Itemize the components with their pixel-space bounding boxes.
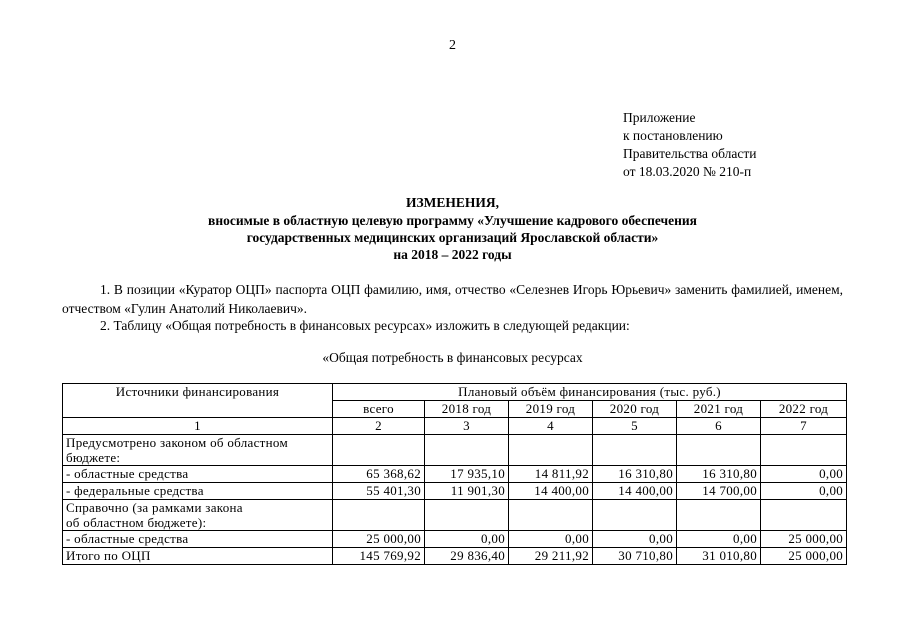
cell-value: 55 401,30 [333,483,425,500]
cell-value: 16 310,80 [593,466,677,483]
header-source: Источники финансирования [63,384,333,418]
cell-value: 14 400,00 [509,483,593,500]
row-label: - областные средства [63,531,333,548]
total-label: Итого по ОЦП [63,548,333,565]
table-row [63,531,847,548]
cell-value: 11 901,30 [425,483,509,500]
row-label: - областные средства [63,466,333,483]
subheader-cell: 2022 год [761,401,847,418]
subheader-cell: 2021 год [677,401,761,418]
header-volume: Плановый объём финансирования (тыс. руб.) [333,384,847,401]
row-label: - федеральные средства [63,483,333,500]
table-row [63,483,847,500]
section-label-line: об областном бюджете): [66,515,207,530]
total-value: 30 710,80 [593,548,677,565]
page-number: 2 [449,38,456,53]
section-label-line: бюджете: [66,450,121,465]
column-number: 6 [677,418,761,435]
subheader-cell: 2020 год [593,401,677,418]
column-number: 1 [63,418,333,435]
column-number: 3 [425,418,509,435]
cell-value: 14 400,00 [593,483,677,500]
heading-line: на 2018 – 2022 годы [393,247,512,262]
appendix-line: от 18.03.2020 № 210-п [623,164,752,179]
cell-value: 0,00 [509,531,593,548]
column-number: 2 [333,418,425,435]
cell-value: 25 000,00 [761,531,847,548]
total-value: 25 000,00 [761,548,847,565]
total-value: 29 211,92 [509,548,593,565]
total-value: 29 836,40 [425,548,509,565]
column-number: 4 [509,418,593,435]
cell-value: 16 310,80 [677,466,761,483]
appendix-block [623,109,756,181]
heading-line: вносимые в областную целевую программу «Улучшение кадрового обеспечения [208,213,697,228]
heading-line: государственных медицинских организаций Ярославской области» [246,230,659,245]
appendix-line: к постановлению [623,128,723,143]
paragraph-1: 1. В позиции «Куратор ОЦП» паспорта ОЦП фамилию, имя, отчество «Селезнев Игорь Юрьевич» заменить фамилией, именем, отчеством «Гулин Анатолий Николаевич». [62,282,843,316]
financing-table [62,383,847,565]
section-label-line: Предусмотрено законом об областном [66,435,288,450]
column-number-row [63,418,847,435]
table-header-row [63,384,847,401]
cell-value: 25 000,00 [333,531,425,548]
cell-value: 0,00 [593,531,677,548]
cell-value: 14 811,92 [509,466,593,483]
appendix-line: Приложение [623,110,696,125]
column-number: 5 [593,418,677,435]
cell-value: 0,00 [425,531,509,548]
total-value: 31 010,80 [677,548,761,565]
document-heading [60,194,845,263]
paragraph-2: 2. Таблицу «Общая потребность в финансовых ресурсах» изложить в следующей редакции: [100,318,630,333]
cell-value: 0,00 [677,531,761,548]
cell-value: 14 700,00 [677,483,761,500]
appendix-line: Правительства области [623,146,757,161]
cell-value: 65 368,62 [333,466,425,483]
total-row [63,548,847,565]
section-label [63,435,333,466]
cell-value: 0,00 [761,466,847,483]
section-label-line: Справочно (за рамками закона [66,500,243,515]
cell-value: 17 935,10 [425,466,509,483]
cell-value: 0,00 [761,483,847,500]
section-label [63,500,333,531]
column-number: 7 [761,418,847,435]
table-row [63,466,847,483]
table-title: «Общая потребность в финансовых ресурсах [322,350,583,365]
subheader-cell: 2018 год [425,401,509,418]
heading-title: ИЗМЕНЕНИЯ, [405,195,499,210]
subheader-cell: 2019 год [509,401,593,418]
total-value: 145 769,92 [333,548,425,565]
section-row [63,435,847,466]
section-row [63,500,847,531]
subheader-cell: всего [333,401,425,418]
